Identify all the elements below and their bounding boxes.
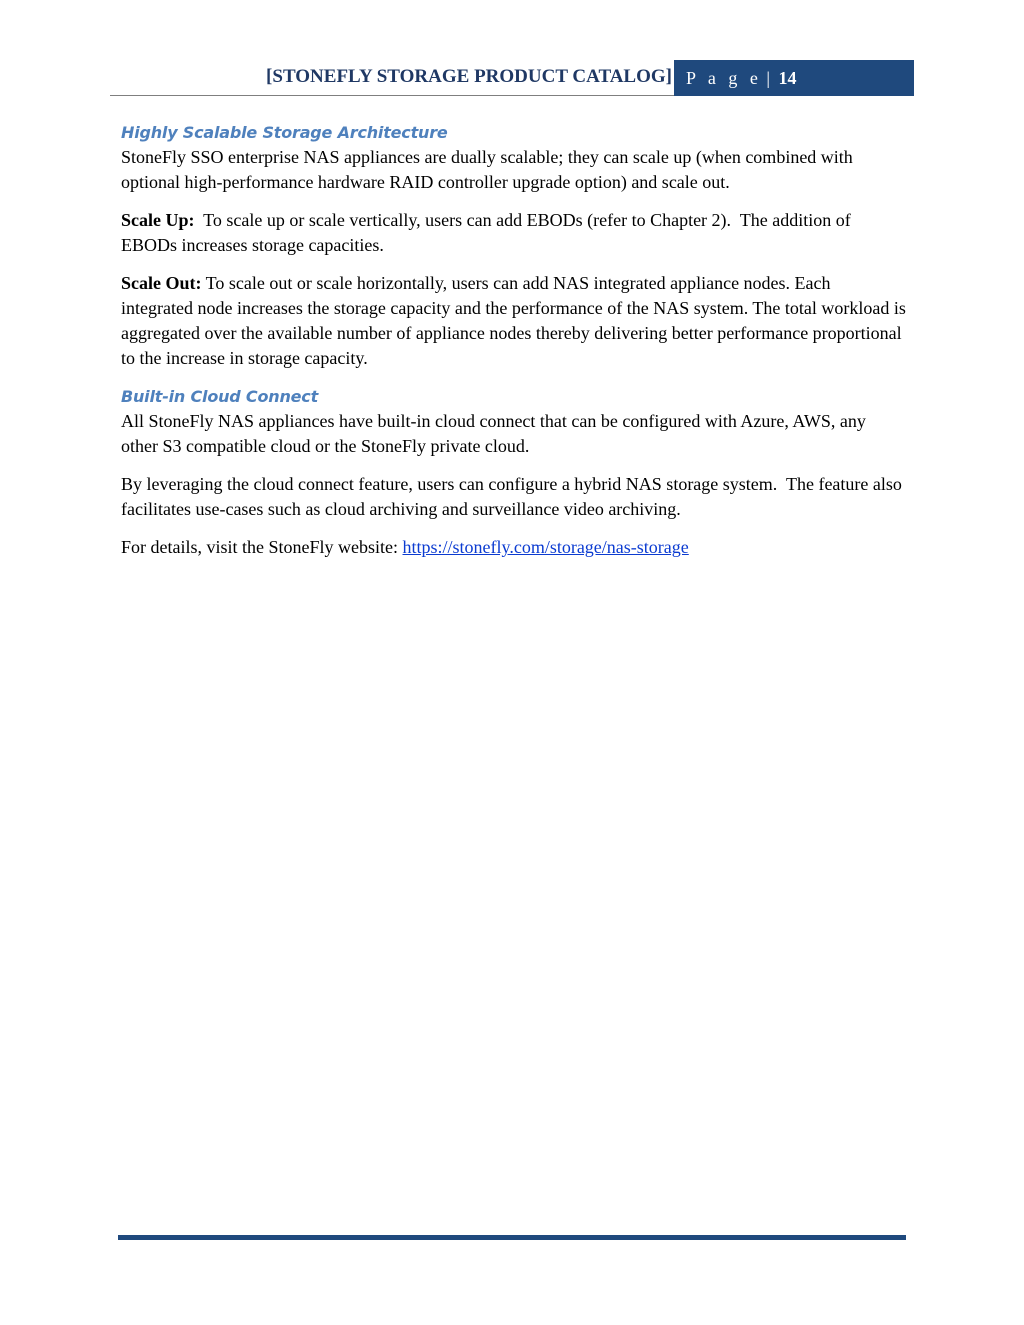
page-number: 14 (778, 68, 797, 88)
details-paragraph (121, 535, 906, 560)
scale-out-text: To scale out or scale horizontally, users can add NAS integrated appliance nodes. Each integrated node increases the storage capacity and the performance of the NAS system. The total workload is aggregated over the available number of appliance nodes thereby delivering better performance proportional to the increase in storage capacity. (121, 273, 911, 368)
section-heading-scalable: Highly Scalable Storage Architecture (121, 123, 448, 142)
header-divider (110, 95, 674, 96)
page-content (121, 120, 911, 573)
catalog-title: [STONEFLY STORAGE PRODUCT CATALOG] (266, 66, 672, 87)
scale-up-text: To scale up or scale vertically, users can add EBODs (refer to Chapter 2). The addition of EBODs increases storage capacities. (121, 210, 856, 255)
hybrid-nas-paragraph: By leveraging the cloud connect feature, users can configure a hybrid NAS storage system. The feature also facilitates use-cases such as cloud archiving and surveillance video archiving. (121, 474, 907, 519)
page-separator: | (766, 68, 770, 88)
cloud-connect-paragraph: All StoneFly NAS appliances have built-in cloud connect that can be configured with Azure, AWS, any other S3 compatible cloud or the StoneFly private cloud. (121, 411, 866, 456)
page-header (110, 60, 914, 96)
scale-up-paragraph (121, 208, 906, 258)
scale-out-paragraph (121, 271, 911, 371)
details-prefix: For details, visit the StoneFly website: (121, 537, 403, 557)
page-number-box (674, 60, 914, 96)
scalable-intro-paragraph: StoneFly SSO enterprise NAS appliances are dually scalable; they can scale up (when combined with optional high-performance hardware RAID controller upgrade option) and scale out. (121, 147, 853, 192)
nas-storage-link[interactable]: https://stonefly.com/storage/nas-storage (402, 537, 689, 557)
scale-out-lead: Scale Out: (121, 273, 202, 293)
section-heading-cloud-connect: Built-in Cloud Connect (121, 387, 319, 406)
scale-up-lead: Scale Up: (121, 210, 195, 230)
footer-divider (118, 1235, 906, 1240)
page-label: P a g e (686, 68, 762, 88)
